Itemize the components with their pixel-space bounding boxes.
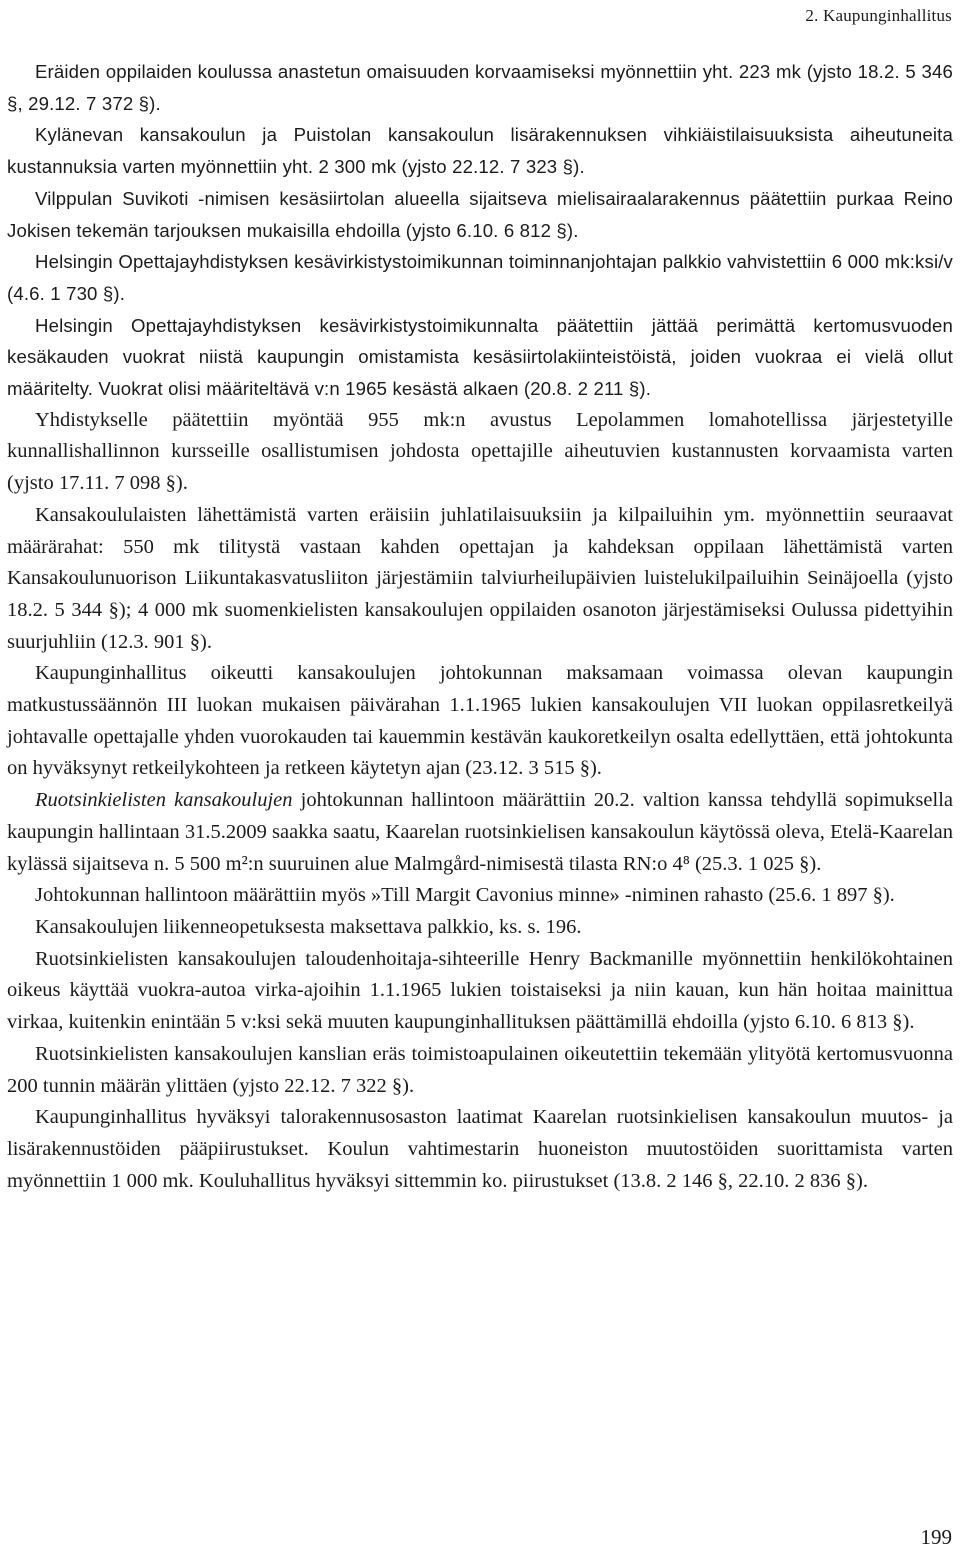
paragraph-text: Helsingin Opettajayhdistyksen kesävirkistystoimikunnalta päätettiin jättää perimättä kertomusvuoden kesäkauden vuokrat niistä kaupungin omistamista kesäsiirtolakiinteistöistä, joiden vuokraa ei vielä ollut määritelty. Vuokrat olisi määriteltävä v:n 1965 kesästä alkaen (20.8. 2 211 §).	[7, 314, 953, 400]
paragraph	[7, 944, 953, 1039]
paragraph	[7, 500, 953, 659]
paragraph	[7, 912, 953, 944]
paragraph-text: johtokunnan hallintoon määrättiin 20.2. valtion kanssa tehdyllä sopimuksella kaupungin hallintaan 31.5.2009 saakka saatu, Kaarelan ruotsinkielisen kansakoulun käytössä oleva, Etelä-Kaarelan kylässä sijaitseva n. 5 500 m²:n suuruinen alue Malmgård-nimisestä tilasta RN:o 4⁸ (25.3. 1 025 §).	[7, 789, 954, 875]
paragraph-text: Kaupunginhallitus hyväksyi talorakennusosaston laatimat Kaarelan ruotsinkielisen kansakoulun muutos- ja lisärakennustöiden pääpiirustukset. Koulun vahtimestarin huoneiston muutostöiden suorittamista varten myönnettiin 1 000 mk. Kouluhallitus hyväksyi sittemmin ko. piirustukset (13.8. 2 146 §, 22.10. 2 836 §).	[7, 1106, 953, 1192]
paragraph-text: Yhdistykselle päätettiin myöntää 955 mk:n avustus Lepolammen lomahotellissa järjestetyille kunnallishallinnon kursseille osallistumisen johdosta opettajille aiheutuvien kustannusten korvaamista varten (yjsto 17.11. 7 098 §).	[7, 408, 953, 495]
paragraph	[7, 658, 953, 785]
paragraph-text: Eräiden oppilaiden koulussa anastetun omaisuuden korvaamiseksi myönnettiin yht. 223 mk (yjsto 18.2. 5 346 §, 29.12. 7 372 §).	[7, 61, 953, 114]
paragraph	[7, 310, 953, 405]
paragraph-text: Helsingin Opettajayhdistyksen kesävirkistystoimikunnan toiminnanjohtajan palkkio vahvistettiin 6 000 mk:ksi/v (4.6. 1 730 §).	[7, 251, 953, 304]
paragraph-text: Kylänevan kansakoulun ja Puistolan kansakoulun lisärakennuksen vihkiäistilaisuuksista aiheutuneita kustannuksia varten myönnettiin yht. 2 300 mk (yjsto 22.12. 7 323 §).	[7, 124, 953, 178]
paragraph-text: Vilppulan Suvikoti -nimisen kesäsiirtolan alueella sijaitseva mielisairaalarakennus päätettiin purkaa Reino Jokisen tekemän tarjouksen mukaisilla ehdoilla (yjsto 6.10. 6 812 §).	[7, 187, 953, 241]
paragraph	[7, 183, 953, 246]
paragraph	[7, 56, 953, 119]
paragraph	[7, 1102, 953, 1197]
document-body	[7, 56, 953, 1197]
paragraph-text: Kansakoulujen liikenneopetuksesta maksettava palkkio, ks. s. 196.	[35, 915, 582, 938]
paragraph	[7, 405, 953, 500]
paragraph-text: Ruotsinkielisten kansakoulujen taloudenhoitaja-sihteerille Henry Backmanille myönnettiin henkilökohtainen oikeus käyttää vuokra-autoa virka-ajoihin 1.1.1965 lukien toistaiseksi ja niin kauan, kun hän hoitaa mainittua virkaa, kuitenkin enintään 5 v:ksi sekä muuten kaupunginhallituksen päättämillä ehdoilla (yjsto 6.10. 6 813 §).	[7, 947, 953, 1034]
paragraph	[7, 785, 953, 880]
page-number: 199	[920, 1525, 952, 1549]
paragraph	[7, 880, 953, 912]
italic-lead: Ruotsinkielisten kansakoulujen	[35, 789, 293, 812]
paragraph	[7, 246, 953, 309]
paragraph-text: Kaupunginhallitus oikeutti kansakoulujen johtokunnan maksamaan voimassa olevan kaupungin matkustussäännön III luokan mukaisen päivärahan 1.1.1965 lukien kansakoulujen VII luokan oppilasretkeilyä johtavalle opettajalle yhden vuorokauden tai kauemmin kestävän kaukoretkeilyn osalta edellyttäen, että johtokunta on hyväksynyt retkeilykohteen ja retkeen käytetyn ajan (23.12. 3 515 §).	[7, 662, 953, 780]
paragraph-text: Kansakoululaisten lähettämistä varten eräisiin juhlatilaisuuksiin ja kilpailuihin ym. myönnettiin seuraavat määrärahat: 550 mk tilitystä vastaan kahden opettajan ja kahdeksan oppilaan lähettämistä varten Kansakoulunuorison Liikuntakasvatusliiton järjestämiin talviurheilupäivien luistelukilpailuihin Seinäjoella (yjsto 18.2. 5 344 §); 4 000 mk suomenkielisten kansakoulujen oppilaiden osanoton järjestämiseksi Oulussa pidettyihin suurjuhliin (12.3. 901 §).	[7, 503, 953, 653]
paragraph	[7, 119, 953, 182]
paragraph-text: Johtokunnan hallintoon määrättiin myös »Till Margit Cavonius minne» -niminen rahasto (25.6. 1 897 §).	[35, 884, 895, 907]
paragraph	[7, 1039, 953, 1102]
paragraph-text: Ruotsinkielisten kansakoulujen kanslian eräs toimistoapulainen oikeutettiin tekemään ylityötä kertomusvuonna 200 tunnin määrän ylittäen (yjsto 22.12. 7 322 §).	[7, 1042, 953, 1097]
running-title: 2. Kaupunginhallitus	[805, 6, 952, 25]
